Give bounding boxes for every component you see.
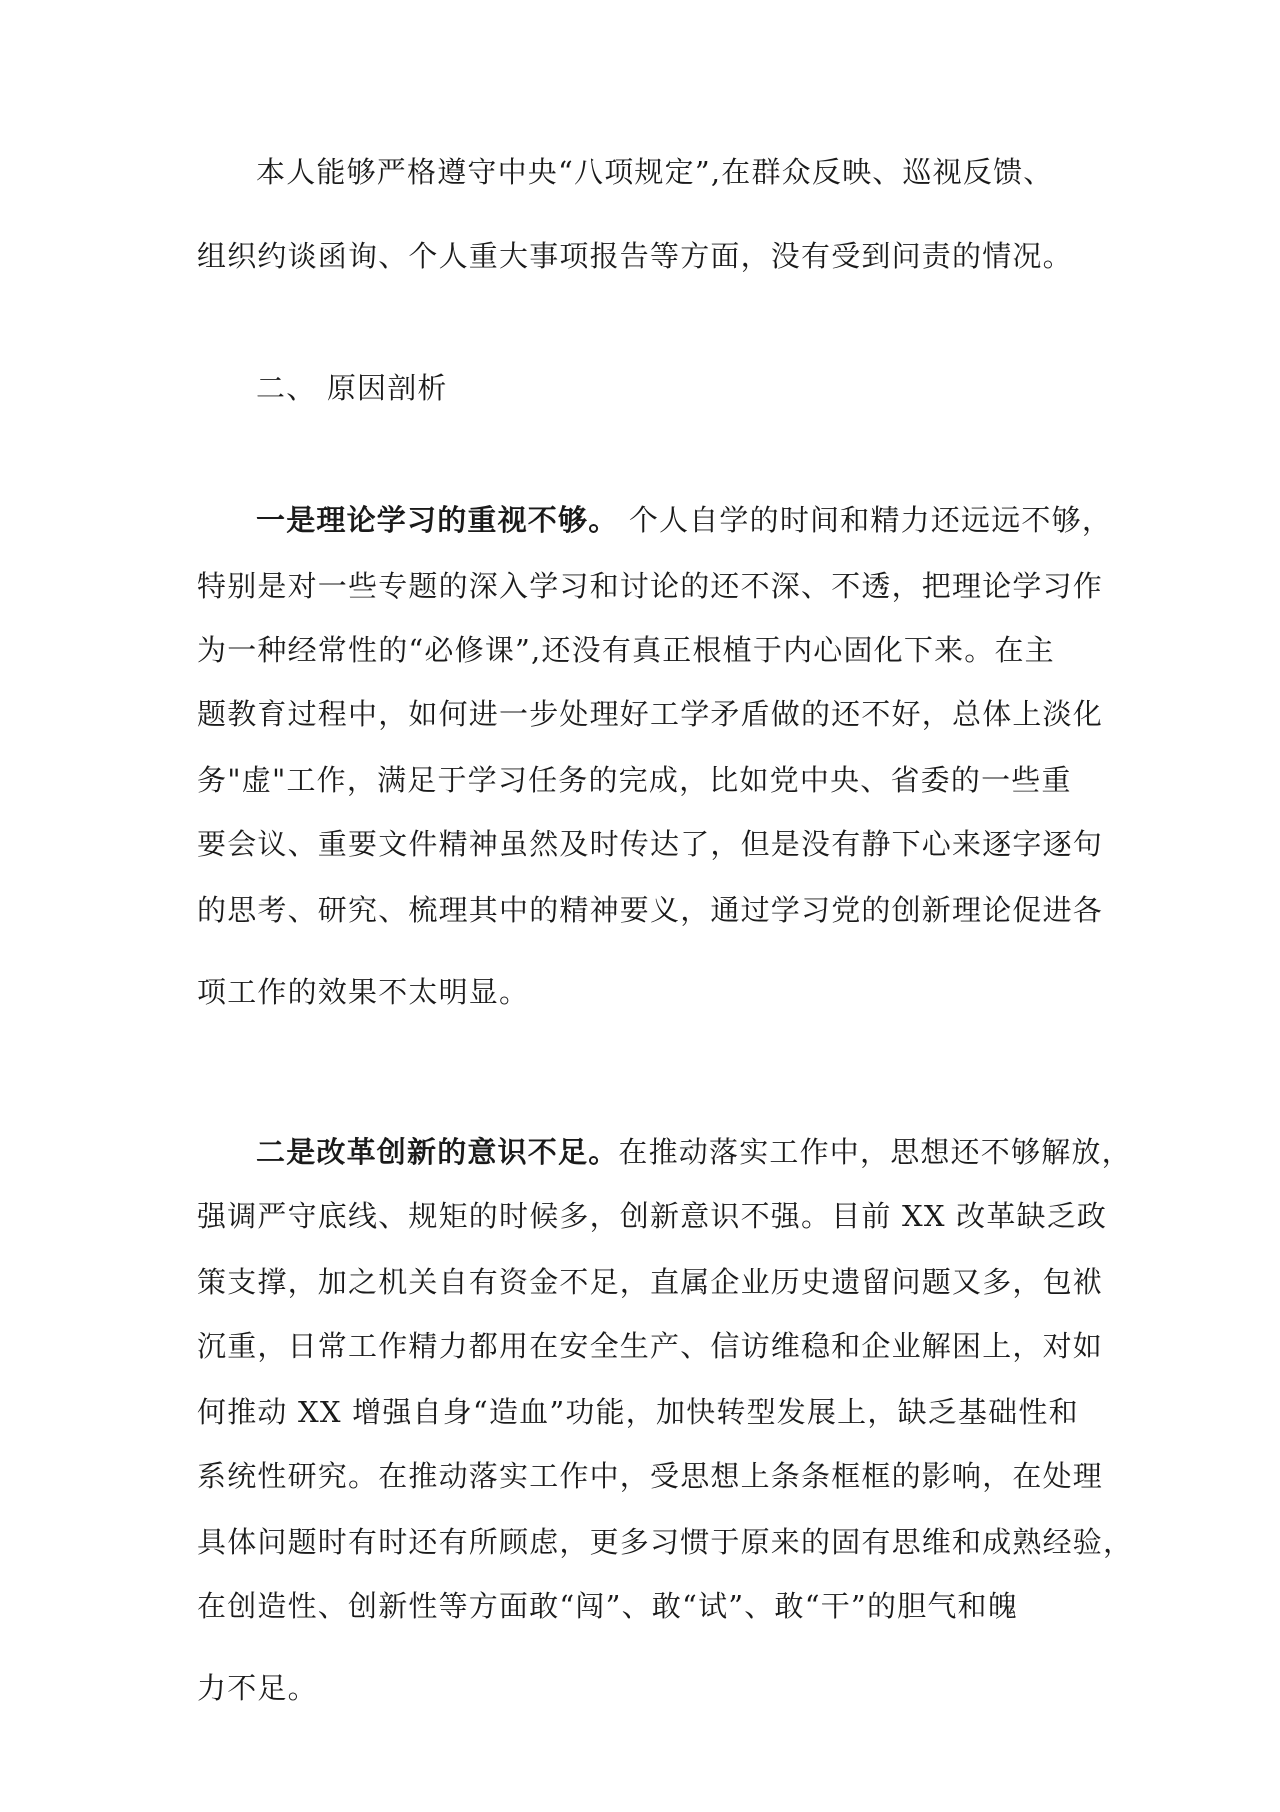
point2-first-line (256, 1132, 1132, 1172)
point2-line: 力不足。 (197, 1671, 318, 1705)
point2-line: 沉重，日常工作精力都用在安全生产、信访维稳和企业解困上，对如 (197, 1329, 1104, 1363)
point2-line: 强调严守底线、规矩的时候多，创新意识不强。目前 XX 改革缺乏政 (197, 1199, 1108, 1233)
point2-line: 在创造性、创新性等方面敢“闯”、敢“试”、敢“干”的胆气和魄 (197, 1589, 1018, 1623)
section-heading: 二、 原因剖析 (256, 371, 448, 405)
point2-line: 何推动 XX 增强自身“造血”功能，加快转型发展上，缺乏基础性和 (197, 1395, 1079, 1429)
point2-line: 具体问题时有时还有所顾虑，更多习惯于原来的固有思维和成熟经验， (197, 1525, 1134, 1559)
point1-first-line (256, 500, 1112, 540)
point1-line: 要会议、重要文件精神虽然及时传达了，但是没有静下心来逐字逐句 (197, 827, 1104, 861)
point1-line: 项工作的效果不太明显。 (197, 975, 530, 1009)
point2-title: 二是改革创新的意识不足。 (256, 1135, 619, 1169)
point1-first-line-rest: 个人自学的时间和精力还远远不够， (618, 503, 1113, 537)
point2-first-line-rest: 在推动落实工作中，思想还不够解放， (618, 1135, 1132, 1169)
point2-line: 系统性研究。在推动落实工作中，受思想上条条框框的影响，在处理 (197, 1459, 1104, 1493)
point1-line: 为一种经常性的“必修课”,还没有真正根植于内心固化下来。在主 (197, 633, 1055, 667)
point1-line: 题教育过程中，如何进一步处理好工学矛盾做的还不好，总体上淡化 (197, 697, 1104, 731)
point1-line: 特别是对一些专题的深入学习和讨论的还不深、不透，把理论学习作 (197, 569, 1104, 603)
point1-line: 务"虚"工作，满足于学习任务的完成，比如党中央、省委的一些重 (197, 763, 1072, 797)
intro-line-1: 本人能够严格遵守中央“八项规定”,在群众反映、巡视反馈、 (256, 155, 1054, 189)
point2-line: 策支撑，加之机关自有资金不足，直属企业历史遗留问题又多，包袱 (197, 1265, 1104, 1299)
intro-line-2: 组织约谈函询、个人重大事项报告等方面，没有受到问责的情况。 (197, 239, 1073, 273)
point1-line: 的思考、研究、梳理其中的精神要义，通过学习党的创新理论促进各 (197, 893, 1104, 927)
point1-title: 一是理论学习的重视不够。 (256, 503, 619, 537)
